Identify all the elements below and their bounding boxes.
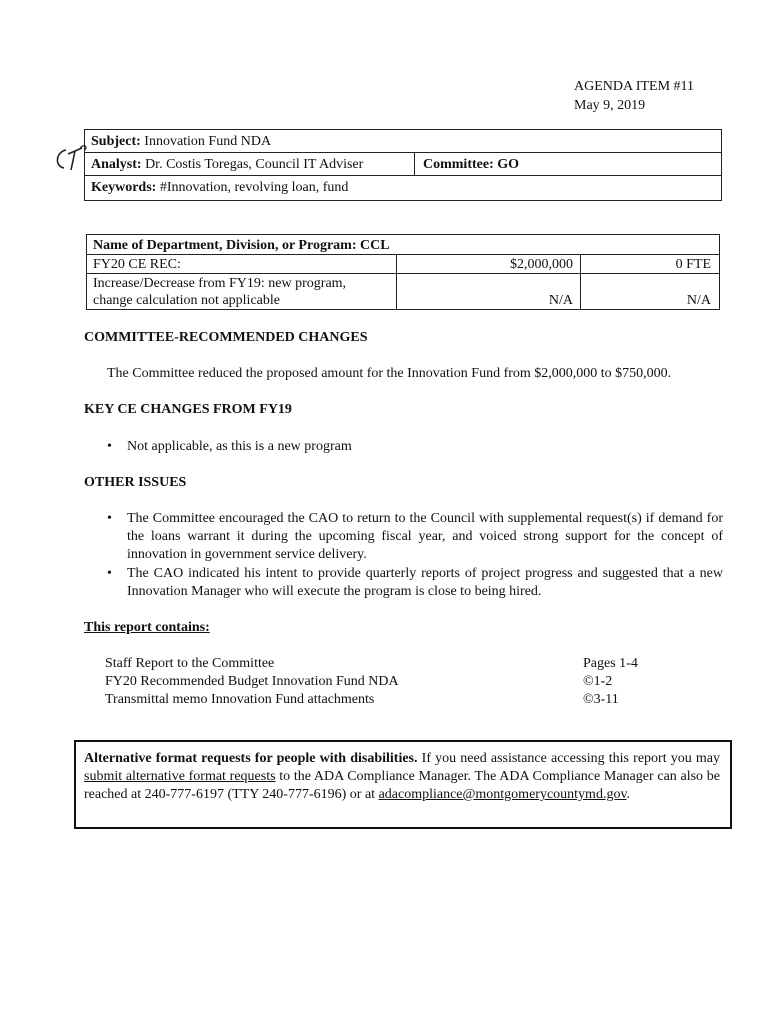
increase-decrease-fte: N/A <box>686 293 711 308</box>
analyst-value: Dr. Costis Toregas, Council IT Adviser <box>145 157 364 172</box>
accessibility-text-1: If you need assistance accessing this report you may <box>417 751 720 766</box>
committee-label: Committee: <box>423 157 494 172</box>
bullet-icon: • <box>107 439 112 454</box>
other-issues-bullet-2: The CAO indicated his intent to provide quarterly reports of project progress and suggested that a new Innovation Manager who will execute the program is close to being hired. <box>127 566 723 599</box>
fy20-ce-rec-label: FY20 CE REC: <box>93 257 181 272</box>
agenda-date: May 9, 2019 <box>574 98 646 113</box>
alternative-format-link[interactable]: submit alternative format requests <box>84 769 276 784</box>
subject-value: Innovation Fund NDA <box>144 134 272 149</box>
accessibility-text-2: to the ADA Compliance Manager. The ADA Compliance Manager can also be reached at 240-777-6197 (TTY 240-777-6196) or at <box>84 769 720 802</box>
keywords-label: Keywords: <box>91 180 157 195</box>
contents-item-pages: ©1-2 <box>583 674 613 689</box>
bullet-icon: • <box>107 566 112 581</box>
subject-row <box>85 130 721 153</box>
keywords-value: #Innovation, revolving loan, fund <box>159 180 349 195</box>
committee-value: GO <box>497 157 520 172</box>
other-issues-heading: OTHER ISSUES <box>84 475 187 490</box>
increase-decrease-label-2: change calculation not applicable <box>93 293 280 308</box>
budget-table-header <box>93 237 390 254</box>
key-changes-heading: KEY CE CHANGES FROM FY19 <box>84 402 292 417</box>
subject-label: Subject: <box>91 134 141 149</box>
keywords-row <box>85 176 721 198</box>
program-value: CCL <box>359 238 390 253</box>
ada-email-link[interactable]: adacompliance@montgomerycountymd.gov <box>378 787 627 802</box>
contents-item-pages: Pages 1-4 <box>583 656 638 671</box>
bullet-icon: • <box>107 511 112 526</box>
report-contents-title: This report contains: <box>84 620 210 635</box>
fy20-ce-rec-amount: $2,000,000 <box>510 257 573 272</box>
key-changes-bullet: Not applicable, as this is a new program <box>127 439 352 454</box>
increase-decrease-amount: N/A <box>548 293 573 308</box>
budget-table <box>86 234 720 310</box>
program-label: Name of Department, Division, or Program: <box>93 238 357 253</box>
agenda-item-number: AGENDA ITEM #11 <box>574 79 695 94</box>
accessibility-text <box>84 750 720 804</box>
committee-changes-text: The Committee reduced the proposed amount for the Innovation Fund from $2,000,000 to $750,000. <box>107 366 672 381</box>
fy20-ce-rec-fte: 0 FTE <box>675 257 711 272</box>
other-issues-bullet-1: The Committee encouraged the CAO to return to the Council with supplemental request(s) if demand for the loans warrant it during the upcoming fiscal year, and voiced strong support for the concept of innovation in government service delivery. <box>127 511 723 562</box>
contents-item-label: FY20 Recommended Budget Innovation Fund NDA <box>105 674 399 689</box>
accessibility-notice <box>74 740 732 829</box>
increase-decrease-label-1: Increase/Decrease from FY19: new program, <box>93 276 347 291</box>
contents-item-label: Staff Report to the Committee <box>105 656 275 671</box>
analyst-label: Analyst: <box>91 157 142 172</box>
contents-item-label: Transmittal memo Innovation Fund attachments <box>105 692 375 707</box>
accessibility-lead: Alternative format requests for people with disabilities. <box>84 751 418 766</box>
analyst-row <box>85 153 721 176</box>
contents-item-pages: ©3-11 <box>583 692 619 707</box>
committee-changes-heading: COMMITTEE-RECOMMENDED CHANGES <box>84 330 368 345</box>
agenda-header <box>574 77 754 115</box>
accessibility-text-3: . <box>626 787 631 802</box>
info-box <box>84 129 722 201</box>
